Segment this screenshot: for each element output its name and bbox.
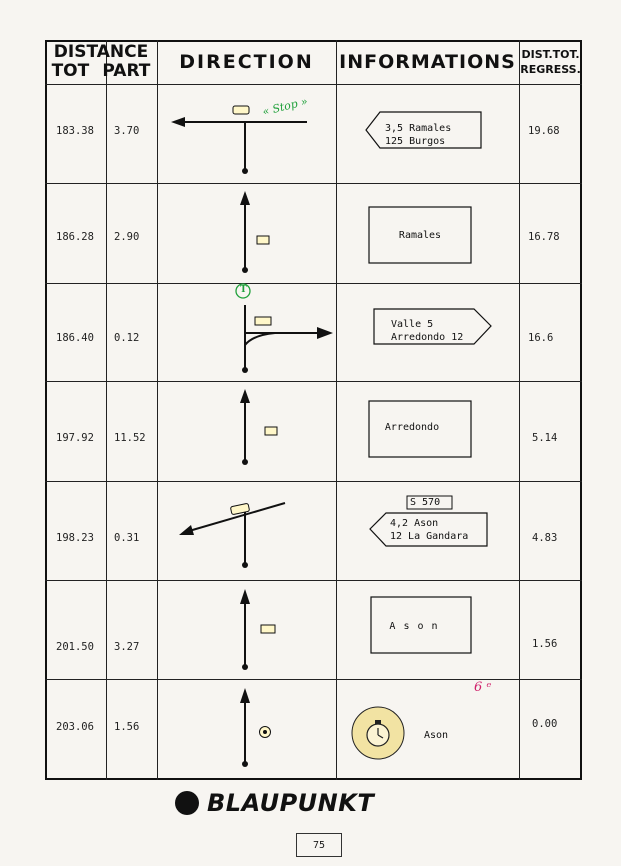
- header-informations: INFORMATIONS: [339, 50, 516, 73]
- row-3-tot: 186.40: [56, 332, 94, 344]
- header-regress: REGRESS.: [520, 63, 581, 76]
- col-divider-part: [106, 40, 107, 780]
- row-7-sign-line-1: Ason: [424, 730, 449, 741]
- row-2-tot: 186.28: [56, 231, 94, 243]
- row-2-sign: [368, 230, 472, 241]
- row-1-tot: 183.38: [56, 125, 94, 137]
- brand-name: BLAUPUNKT: [207, 789, 375, 817]
- header-tot: TOT: [51, 61, 90, 81]
- row-4-part: 11.52: [114, 432, 146, 444]
- row-6-regress: 1.56: [532, 638, 558, 650]
- row-3-part: 0.12: [114, 332, 140, 344]
- row-7-direction-diagram: [157, 679, 336, 780]
- row-1-direction-diagram: [157, 84, 336, 183]
- row-7-note: 6 ᵉ: [474, 680, 492, 695]
- header-distance: [45, 40, 157, 84]
- row-2-part: 2.90: [114, 231, 140, 243]
- col-divider-regress: [519, 40, 520, 780]
- header-direction: DIRECTION: [179, 50, 314, 73]
- row-5-direction-diagram: [157, 481, 336, 580]
- row-1-sign-line-2: 125 Burgos: [385, 136, 446, 147]
- row-6-tot: 201.50: [56, 641, 94, 653]
- row-1-sign: [385, 122, 451, 148]
- row-7-regress: 0.00: [532, 718, 558, 730]
- row-3-sign: [391, 318, 463, 344]
- row-5-sign: [390, 517, 468, 543]
- row-7-stopwatch-icon: [350, 705, 406, 761]
- row-3-regress: 16.6: [528, 332, 554, 344]
- row-6-direction-diagram: [157, 580, 336, 679]
- row-7-tot: 203.06: [56, 721, 94, 733]
- row-5-regress: 4.83: [532, 532, 558, 544]
- page-number: 75: [296, 833, 342, 857]
- row-6-sign-line-1: A s o n: [389, 621, 439, 632]
- row-1-regress: 19.68: [528, 125, 560, 137]
- row-7-part: 1.56: [114, 721, 140, 733]
- row-1-sign-line-1: 3,5 Ramales: [385, 123, 452, 134]
- row-2-sign-line-1: Ramales: [398, 230, 442, 241]
- row-3-note: T: [240, 285, 247, 295]
- row-4-sign: [368, 422, 456, 433]
- row-3-direction-diagram: [157, 283, 336, 381]
- row-2-regress: 16.78: [528, 231, 560, 243]
- row-6-part: 3.27: [114, 641, 140, 653]
- header-dist-regress: [519, 40, 582, 84]
- row-1-part: 3.70: [114, 125, 140, 137]
- row-5-sign-line-2: 12 La Gandara: [390, 531, 469, 542]
- row-4-sign-line-1: Arredondo: [384, 422, 440, 433]
- row-2-direction-diagram: [157, 183, 336, 283]
- header-dist-tot: DIST.TOT.: [521, 48, 580, 61]
- row-5-road-number: S 570: [410, 497, 441, 508]
- row-5-tot: 198.23: [56, 532, 94, 544]
- row-4-direction-diagram: [157, 381, 336, 481]
- row-7-sign: [424, 730, 448, 741]
- header-part: PART: [102, 61, 151, 81]
- brand-dot-icon: [175, 791, 199, 815]
- row-3-sign-line-2: Arredondo 12: [391, 332, 464, 343]
- row-5-part: 0.31: [114, 532, 140, 544]
- row-1-note: « Stop »: [261, 94, 309, 119]
- row-3-sign-line-1: Valle 5: [391, 319, 434, 330]
- row-4-tot: 197.92: [56, 432, 94, 444]
- row-4-regress: 5.14: [532, 432, 558, 444]
- row-5-sign-line-1: 4,2 Ason: [390, 518, 439, 529]
- col-divider-informations: [336, 40, 337, 780]
- row-6-sign: [372, 621, 456, 632]
- brand-logo: [175, 789, 374, 817]
- header-distance-label: DISTANCE: [53, 42, 149, 62]
